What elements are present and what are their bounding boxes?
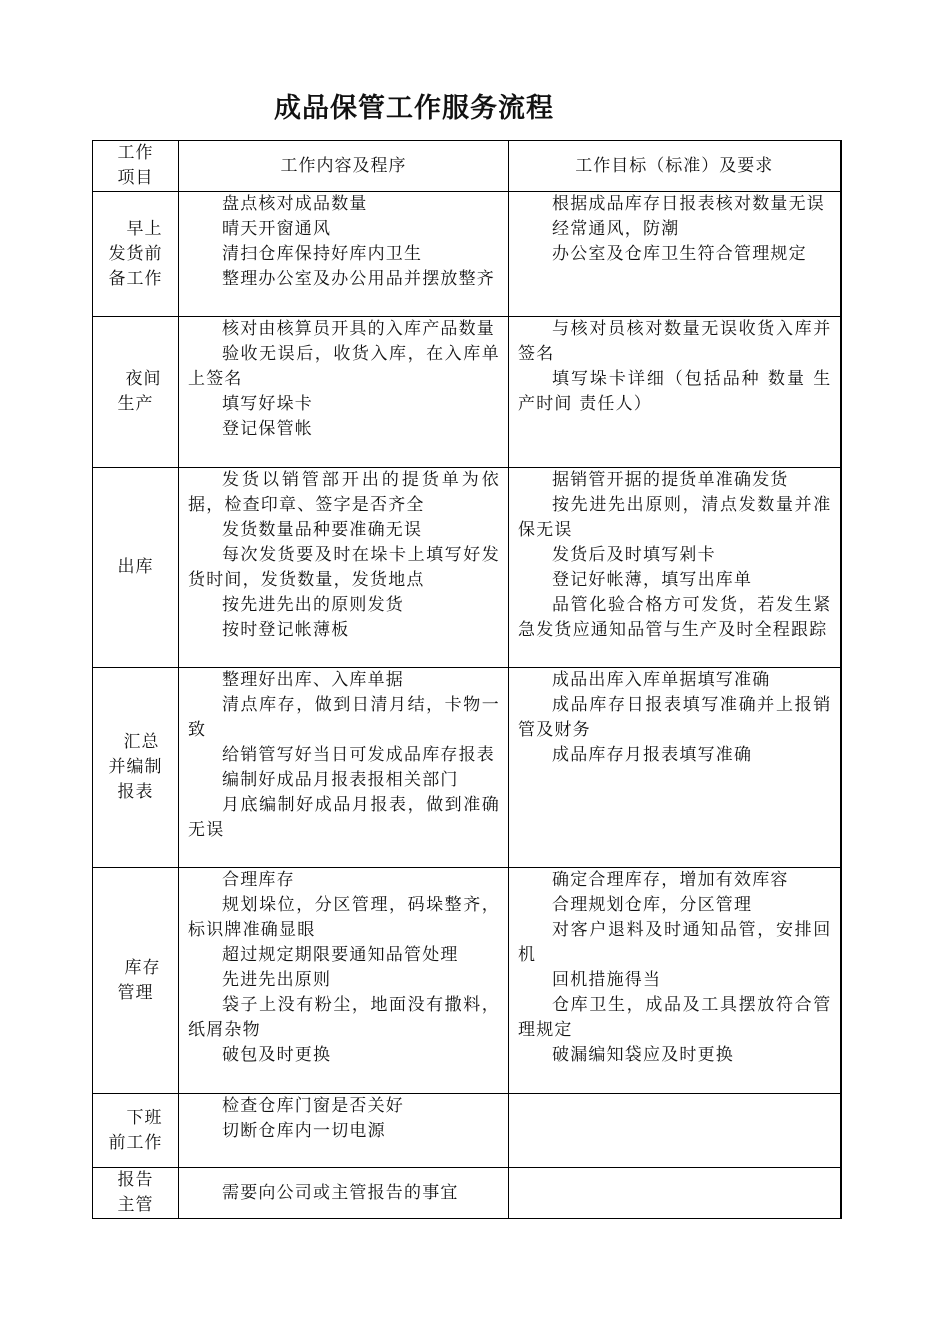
- row-item-line: 汇总: [123, 732, 160, 752]
- row-content: [179, 192, 509, 317]
- content-line: 整理办公室及办公用品并摆放整齐: [222, 269, 495, 289]
- content-line: 晴天开窗通风: [222, 219, 332, 239]
- goal-line: 与核对员核对数量无误收货入库并签名: [518, 319, 832, 364]
- table-row: [93, 668, 841, 868]
- content-line: 盘点核对成品数量: [222, 194, 368, 214]
- row-item: [93, 468, 179, 668]
- content-line: 整理好出库、入库单据: [222, 670, 404, 690]
- content-line: 超过规定期限要通知品管处理: [222, 945, 459, 965]
- row-content: [179, 1094, 509, 1168]
- row-goal: [509, 468, 841, 668]
- row-item-line: 生产: [117, 394, 154, 414]
- table-row: [93, 1168, 841, 1219]
- content-line: 填写好垛卡: [222, 394, 313, 414]
- row-item: [93, 1094, 179, 1168]
- content-line: 月底编制好成品月报表，做到准确无误: [188, 795, 500, 840]
- row-item-line: 早上: [126, 218, 163, 239]
- document-title: 成品保管工作服务流程: [274, 93, 554, 124]
- row-item: [93, 192, 179, 317]
- goal-line: 据销管开据的提货单准确发货: [552, 470, 789, 490]
- content-line: 切断仓库内一切电源: [222, 1121, 386, 1141]
- row-item-line: 并编制: [108, 757, 163, 777]
- row-goal: [509, 668, 841, 868]
- content-line: 规划垛位，分区管理，码垛整齐，标识牌准确显眼: [188, 895, 500, 940]
- goal-line: 成品出库入库单据填写准确: [552, 670, 771, 690]
- content-line: 核对由核算员开具的入库产品数量: [222, 319, 495, 339]
- row-item-line: 夜间: [125, 369, 162, 389]
- content-line: 合理库存: [222, 870, 295, 890]
- goal-line: 登记好帐薄，填写出库单: [552, 570, 753, 590]
- row-item-line: 报告: [117, 1170, 154, 1190]
- table-row: [93, 192, 841, 317]
- table-row: [93, 468, 841, 668]
- content-line: 清点库存，做到日清月结，卡物一致: [188, 695, 500, 740]
- row-item: [93, 1168, 179, 1219]
- content-line: 按先进先出的原则发货: [222, 595, 404, 615]
- goal-line: 合理规划仓库，分区管理: [552, 895, 753, 915]
- goal-line: 办公室及仓库卫生符合管理规定: [552, 244, 807, 264]
- content-line: 需要向公司或主管报告的事宜: [222, 1182, 459, 1203]
- header-item: [93, 141, 179, 192]
- row-content: [179, 868, 509, 1094]
- table-row: [93, 1094, 841, 1168]
- row-goal: [509, 1168, 841, 1219]
- table-row: [93, 317, 841, 468]
- row-item-line: 下班: [126, 1107, 163, 1128]
- content-line: 每次发货要及时在垛卡上填写好发货时间，发货数量，发货地点: [188, 545, 500, 590]
- row-item-line: 主管: [117, 1195, 154, 1215]
- row-item-line: 前工作: [108, 1132, 163, 1153]
- goal-line: 对客户退料及时通知品管，安排回机: [518, 920, 832, 965]
- content-line: 编制好成品月报表报相关部门: [222, 770, 459, 790]
- goal-line: 确定合理库存，增加有效库容: [552, 870, 789, 890]
- row-content: [179, 468, 509, 668]
- row-goal: [509, 192, 841, 317]
- goal-line: 回机措施得当: [552, 970, 662, 990]
- header-item-line: 工作: [117, 143, 154, 163]
- row-content: [179, 668, 509, 868]
- goal-line: 经常通风，防潮: [552, 219, 680, 239]
- row-goal: [509, 317, 841, 468]
- goal-line: 破漏编知袋应及时更换: [552, 1045, 734, 1065]
- row-item-line: 报表: [117, 782, 154, 802]
- content-line: 袋子上没有粉尘，地面没有撒料，纸屑杂物: [188, 995, 500, 1040]
- content-line: 清扫仓库保持好库内卫生: [222, 244, 423, 264]
- header-goal: 工作目标（标准）及要求: [509, 141, 841, 192]
- row-goal: [509, 1094, 841, 1168]
- row-item-line: 出库: [117, 557, 154, 577]
- content-line: 发货以销管部开出的提货单为依据，检查印章、签字是否齐全: [188, 470, 500, 515]
- row-item-line: 发货前: [108, 243, 163, 264]
- process-table: [92, 140, 842, 1219]
- content-line: 登记保管帐: [222, 419, 313, 439]
- goal-line: 品管化验合格方可发货，若发生紧急发货应通知品管与生产及时全程跟踪: [518, 595, 832, 640]
- content-line: 按时登记帐薄板: [222, 620, 350, 640]
- header-item-line: 项目: [117, 168, 154, 188]
- row-content: [179, 317, 509, 468]
- content-line: 发货数量品种要准确无误: [222, 520, 423, 540]
- header-content: 工作内容及程序: [179, 141, 509, 192]
- row-goal: [509, 868, 841, 1094]
- goal-line: 仓库卫生，成品及工具摆放符合管理规定: [518, 995, 832, 1040]
- content-line: 破包及时更换: [222, 1045, 332, 1065]
- row-item: [93, 668, 179, 868]
- goal-line: 发货后及时填写剁卡: [552, 545, 716, 565]
- goal-line: 成品库存日报表填写准确并上报销管及财务: [518, 695, 832, 740]
- row-item-line: 备工作: [108, 268, 163, 289]
- goal-line: 根据成品库存日报表核对数量无误: [552, 194, 825, 214]
- content-line: 给销管写好当日可发成品库存报表: [222, 745, 495, 765]
- row-item-line: 库存: [124, 957, 161, 978]
- row-content: [179, 1168, 509, 1219]
- content-line: 验收无误后，收货入库，在入库单上签名: [188, 344, 500, 389]
- content-line: 先进先出原则: [222, 970, 332, 990]
- row-item: [93, 868, 179, 1094]
- table-header-row: [93, 141, 841, 192]
- goal-line: 按先进先出原则，清点发数量并准保无误: [518, 495, 832, 540]
- content-line: 检查仓库门窗是否关好: [222, 1096, 404, 1116]
- goal-line: 成品库存月报表填写准确: [552, 745, 753, 765]
- row-item: [93, 317, 179, 468]
- table-row: [93, 868, 841, 1094]
- row-item-line: 管理: [117, 982, 154, 1003]
- goal-line: 填写垛卡详细（包括品种 数量 生产时间 责任人）: [518, 369, 832, 414]
